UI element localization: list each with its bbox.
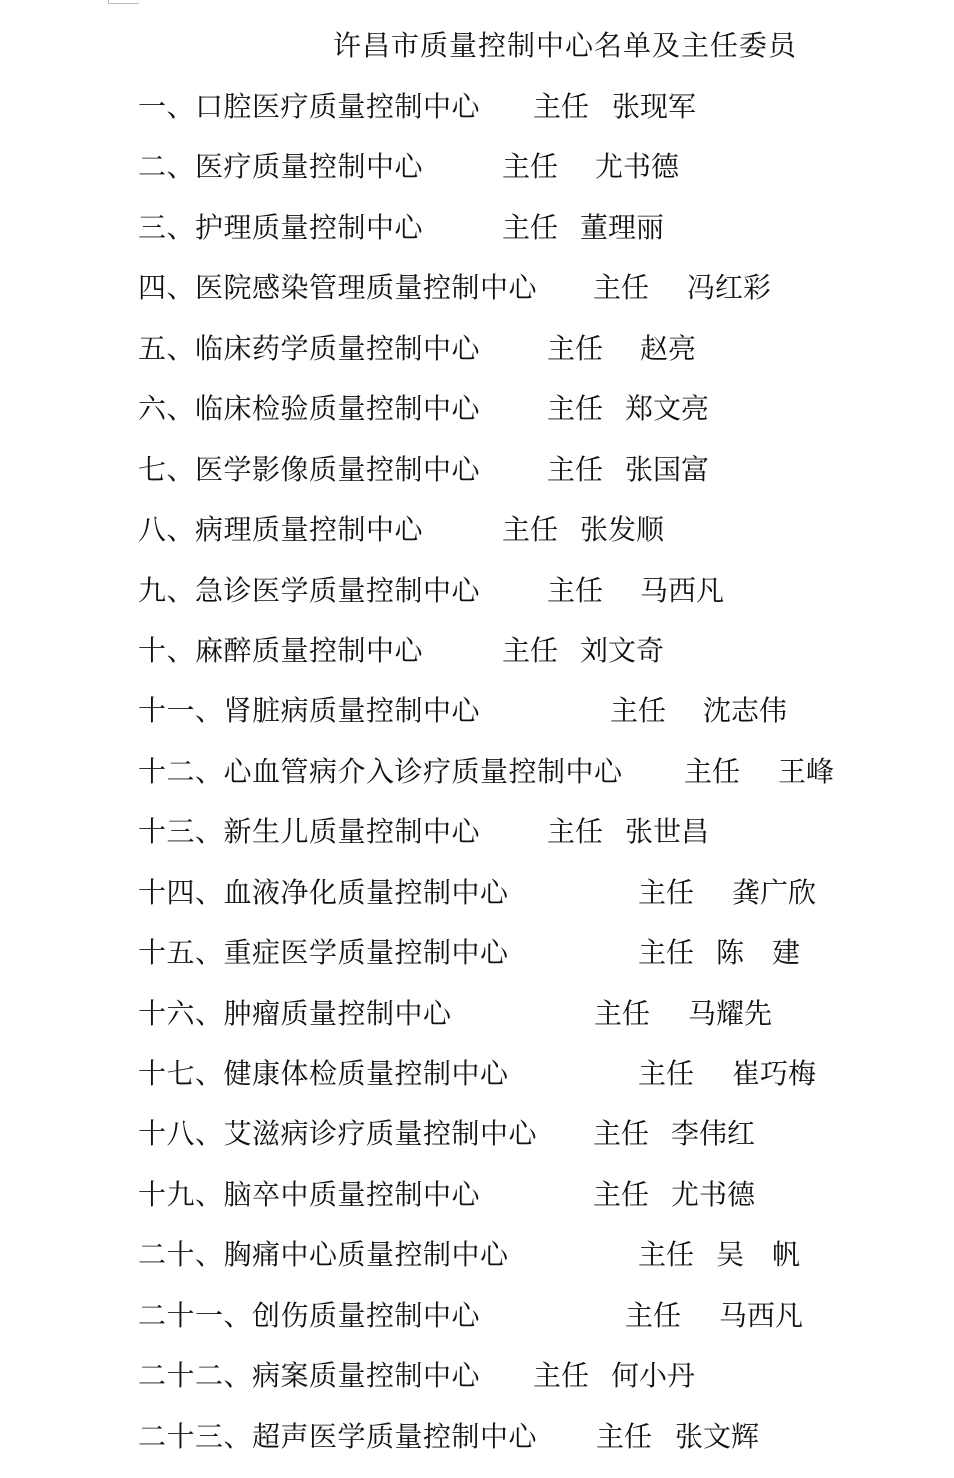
director-name: 张世昌: [625, 815, 710, 849]
role-label: 主任: [593, 1177, 650, 1211]
director-name: 陈 建: [716, 936, 801, 970]
list-item: [138, 1176, 938, 1236]
role-label: 主任: [547, 573, 604, 607]
list-item: [138, 209, 938, 269]
list-item: [138, 1297, 938, 1357]
center-name: 十二、心血管病介入诊疗质量控制中心: [138, 754, 623, 788]
list-item: [138, 632, 938, 692]
center-name: 十三、新生儿质量控制中心: [138, 815, 481, 849]
director-name: 尤书德: [671, 1177, 756, 1211]
center-name: 七、医学影像质量控制中心: [138, 452, 481, 486]
director-name: 张国富: [625, 452, 710, 486]
list-item: [138, 813, 938, 873]
role-label: 主任: [502, 513, 559, 547]
center-name: 五、临床药学质量控制中心: [138, 331, 481, 365]
role-label: 主任: [547, 452, 604, 486]
list-item: [138, 995, 938, 1055]
role-label: 主任: [638, 1057, 695, 1090]
director-name: 马耀先: [688, 996, 773, 1030]
center-name: 四、医院感染管理质量控制中心: [138, 271, 538, 305]
list-item: [138, 269, 938, 329]
director-name: 张发顺: [580, 513, 665, 547]
role-label: 主任: [533, 90, 590, 123]
role-label: 主任: [594, 996, 651, 1030]
center-name: 一、口腔医疗质量控制中心: [138, 90, 481, 123]
center-name: 十一、肾脏病质量控制中心: [138, 694, 481, 728]
center-name: 十七、健康体检质量控制中心: [138, 1057, 509, 1090]
list-item: [138, 330, 938, 390]
role-label: 主任: [547, 815, 604, 849]
role-label: 主任: [684, 754, 741, 788]
director-name: 郑文亮: [625, 392, 710, 426]
center-name: 十六、肿瘤质量控制中心: [138, 996, 452, 1030]
list-item: [138, 451, 938, 511]
center-name: 三、护理质量控制中心: [138, 210, 424, 244]
center-name: 十、麻醉质量控制中心: [138, 633, 424, 667]
list-item: [138, 1357, 938, 1417]
role-label: 主任: [625, 1298, 682, 1332]
center-name: 九、急诊医学质量控制中心: [138, 573, 481, 607]
role-label: 主任: [593, 1117, 650, 1151]
role-label: 主任: [610, 694, 667, 728]
director-name: 龚广欣: [732, 875, 817, 909]
center-name: 二十二、病案质量控制中心: [138, 1359, 481, 1393]
director-name: 张文辉: [675, 1419, 760, 1453]
director-name: 张现军: [612, 90, 697, 123]
director-name: 李伟红: [671, 1117, 756, 1151]
role-label: 主任: [638, 936, 695, 970]
list-item: [138, 572, 938, 632]
center-name: 十五、重症医学质量控制中心: [138, 936, 509, 970]
list-item: [138, 1055, 938, 1115]
center-name: 八、病理质量控制中心: [138, 513, 424, 547]
director-name: 吴 帆: [716, 1238, 801, 1272]
director-name: 刘文奇: [580, 633, 665, 667]
center-name: 六、临床检验质量控制中心: [138, 392, 481, 426]
director-name: 董理丽: [580, 210, 665, 244]
director-name: 王峰: [778, 754, 835, 788]
role-label: 主任: [638, 1238, 695, 1272]
director-name: 马西凡: [719, 1298, 804, 1332]
center-name: 十九、脑卒中质量控制中心: [138, 1177, 481, 1211]
center-name: 二十、胸痛中心质量控制中心: [138, 1238, 509, 1272]
list-item: [138, 390, 938, 450]
list-item: [138, 874, 938, 934]
director-name: 尤书德: [595, 150, 680, 184]
list-item: [138, 511, 938, 571]
list-item: [138, 934, 938, 994]
role-label: 主任: [596, 1419, 653, 1453]
document-title: 许昌市质量控制中心名单及主任委员: [333, 29, 798, 62]
role-label: 主任: [638, 875, 695, 909]
page-corner-mark: [108, 0, 139, 4]
director-name: 崔巧梅: [732, 1057, 817, 1090]
director-name: 马西凡: [640, 573, 725, 607]
list-item: [138, 753, 938, 813]
center-name: 十八、艾滋病诊疗质量控制中心: [138, 1117, 538, 1151]
center-list: [138, 88, 938, 1478]
center-name: 十四、血液净化质量控制中心: [138, 875, 509, 909]
list-item: [138, 88, 938, 148]
role-label: 主任: [502, 150, 559, 184]
director-name: 何小丹: [611, 1359, 696, 1393]
role-label: 主任: [502, 633, 559, 667]
list-item: [138, 148, 938, 208]
list-item: [138, 1236, 938, 1296]
role-label: 主任: [547, 392, 604, 426]
list-item: [138, 1115, 938, 1175]
center-name: 二十三、超声医学质量控制中心: [138, 1419, 538, 1453]
role-label: 主任: [502, 210, 559, 244]
director-name: 冯红彩: [687, 271, 772, 305]
role-label: 主任: [547, 331, 604, 365]
list-item: [138, 692, 938, 752]
director-name: 赵亮: [640, 331, 697, 365]
director-name: 沈志伟: [703, 694, 788, 728]
list-item: [138, 1418, 938, 1478]
center-name: 二、医疗质量控制中心: [138, 150, 424, 184]
center-name: 二十一、创伤质量控制中心: [138, 1298, 481, 1332]
role-label: 主任: [593, 271, 650, 305]
role-label: 主任: [533, 1359, 590, 1393]
